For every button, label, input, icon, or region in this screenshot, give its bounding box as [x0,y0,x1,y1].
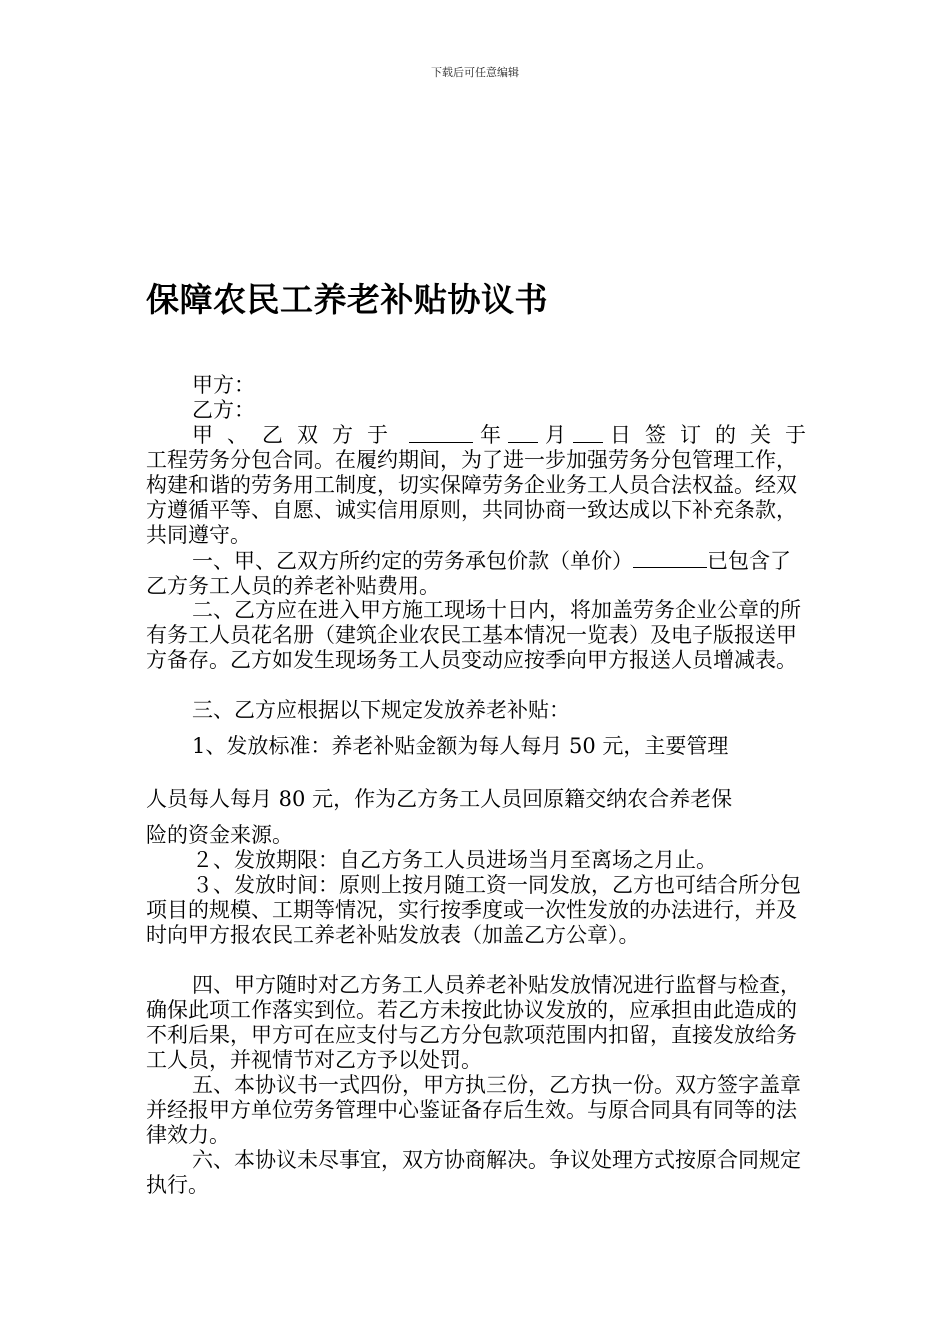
party-a-label: 甲方： [192,373,255,397]
sub-item-3: ３、发放时间：原则上按月随工资一同发放，乙方也可结合所分包项目的规模、工期等情况，实行按季度或一次性发放的办法进行，并及时向甲方报农民工养老补贴发放表（加盖乙方公章）。 [146,873,801,947]
intro-rest: 工程劳务分包合同。在履约期间，为了进一步加强劳务分包管理工作，构建和谐的劳务用工制度，切实保障劳务企业务工人员合法权益。经双方遵循平等、自愿、诚实信用原则，共同协商一致达成以下补充条款，共同遵守。 [146,448,797,547]
intro-part1: 甲、乙双方于 [192,423,402,447]
clause-1-part1: 一、甲、乙双方所约定的劳务承包价款（单价） [192,549,633,573]
year-blank [409,423,473,443]
intro-part3: 月 [545,423,566,447]
party-b-label: 乙方： [192,398,255,422]
clause-2: 二、乙方应在进入甲方施工现场十日内，将加盖劳务企业公章的所有务工人员花名册（建筑企业农民工基本情况一览表）及电子版报送甲方备存。乙方如发生现场务工人员变动应按季向甲方报送人员增减表。 [146,598,801,672]
month-blank [508,423,538,443]
clause-5: 五、本协议书一式四份，甲方执三份，乙方执一份。双方签字盖章并经报甲方单位劳务管理中心鉴证备存后生效。与原合同具有同等的法律效力。 [146,1073,801,1147]
clause-6: 六、本协议未尽事宜，双方协商解决。争议处理方式按原合同规定执行。 [146,1148,801,1197]
clause-1 [146,548,806,599]
document-title: 保障农民工养老补贴协议书 [146,280,548,319]
price-blank [633,548,707,568]
clause-3: 三、乙方应根据以下规定发放养老补贴： [192,698,570,722]
clause-1-part2: 已包含了乙方务工人员的养老补贴费用。 [146,549,791,598]
sub-item-1-line-1: 1、发放标准：养老补贴金额为每人每月 50 元，主要管理 [192,734,729,758]
day-blank [573,423,603,443]
clause-4: 四、甲方随时对乙方务工人员养老补贴发放情况进行监督与检查，确保此项工作落实到位。若乙方未按此协议发放的，应承担由此造成的不利后果，甲方可在应支付与乙方分包款项范围内扣留，直接发放给务工人员，并视情节对乙方予以处罚。 [146,973,801,1072]
intro-paragraph [146,423,820,548]
sub-item-2: ２、发放期限：自乙方务工人员进场当月至离场之月止。 [192,848,717,872]
header-note: 下载后可任意编辑 [431,66,519,79]
intro-part4: 日签订的关于 [610,423,820,447]
sub-item-1-line-2: 人员每人每月 80 元，作为乙方务工人员回原籍交纳农合养老保 [146,787,733,811]
sub-item-1-line-3: 险的资金来源。 [146,823,293,847]
intro-part2: 年 [480,423,501,447]
